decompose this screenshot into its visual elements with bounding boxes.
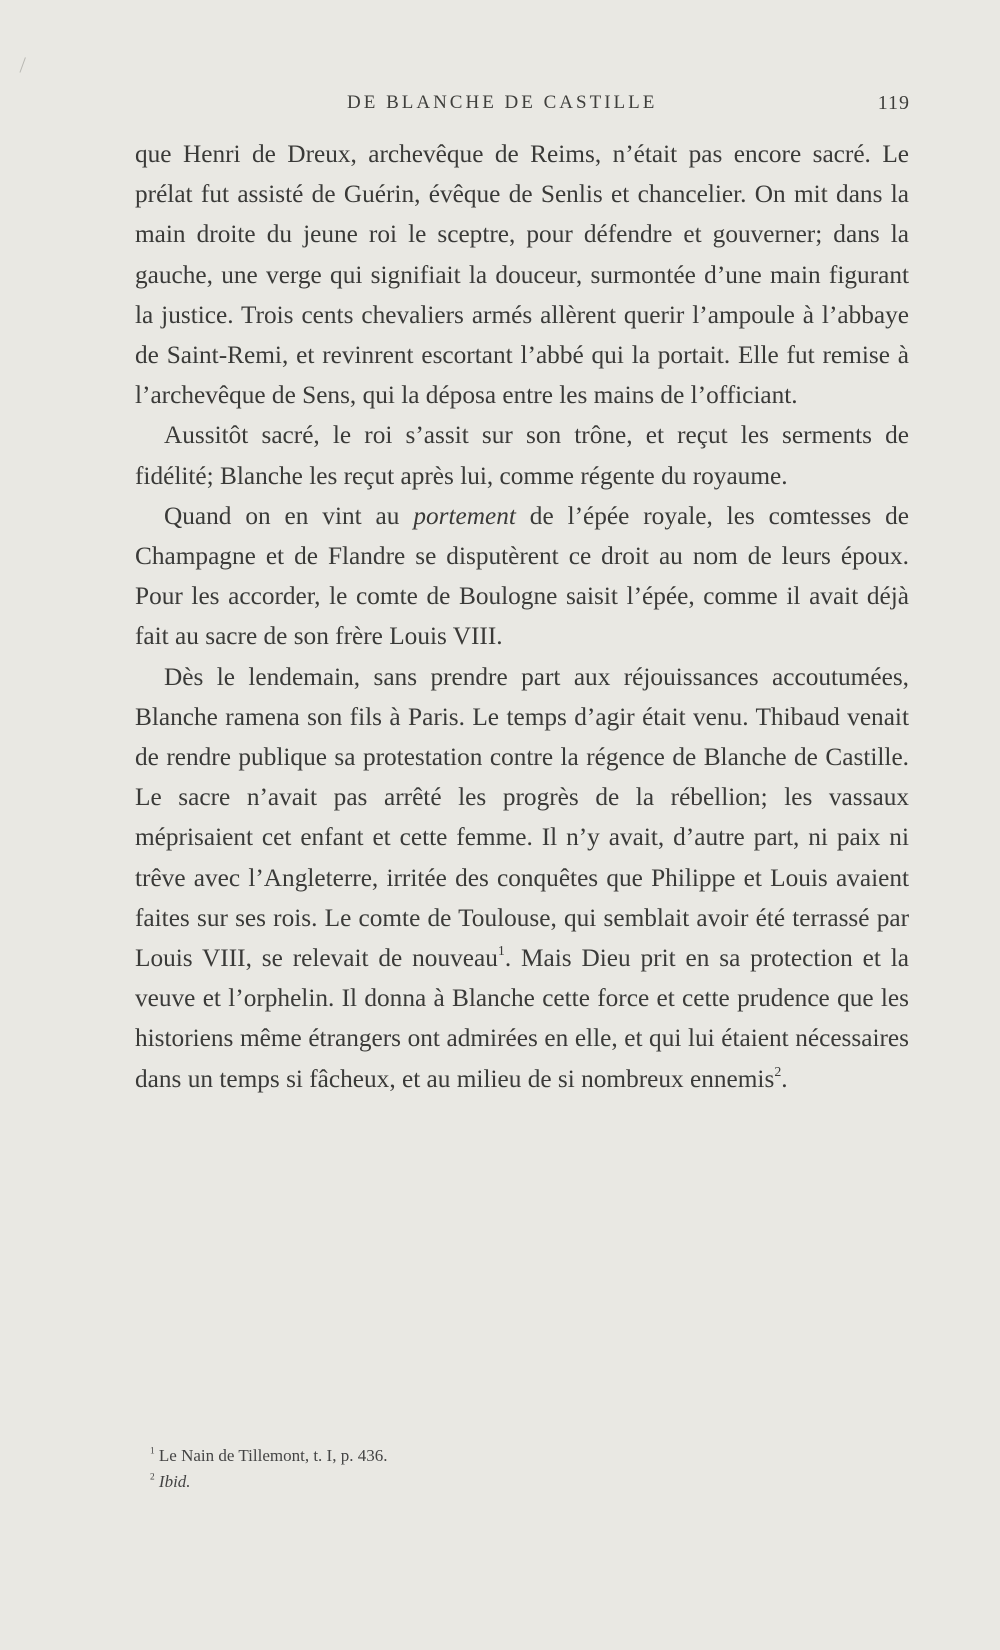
footnote-ref-1[interactable]: 1 xyxy=(497,943,505,959)
footnote-1-text: Le Nain de Tillemont, t. I, p. 436. xyxy=(158,1446,388,1465)
footnote-2 xyxy=(150,1469,750,1495)
italic-term: portement xyxy=(413,501,516,530)
running-head: DE BLANCHE DE CASTILLE xyxy=(347,92,658,113)
paragraph-1: que Henri de Dreux, archevêque de Reims, n’était pas encore sacré. Le prélat fut assisté de Guérin, évêque de Senlis et chancelier. On mit dans la main droite du jeune roi le sceptre, pour défendre et gouverner; dans la gauche, une verge qui signifiait la douceur, surmontée d’une main figurant la justice. Trois cents chevaliers armés allèrent querir l’ampoule à l’abbaye de Saint-Remi, et revinrent escortant l’abbé qui la portait. Elle fut remise à l’archevêque de Sens, qui la déposa entre les mains de l’officiant. xyxy=(135,140,909,410)
footnote-2-marker: 2 xyxy=(150,1472,155,1483)
paragraph-3-start: Quand on en vint au xyxy=(164,501,414,530)
body-text xyxy=(135,134,909,1099)
margin-mark xyxy=(19,57,31,74)
footnote-1 xyxy=(150,1443,750,1469)
paragraph-3 xyxy=(135,496,909,657)
paragraph-3-end: de l’épée royale, les comtesses de Champagne et de Flandre se disputèrent ce droit au nom de leurs époux. Pour les accorder, le comte de Boulogne saisit l’épée, comme il avait déjà fait au sacre de son frère Louis VIII. xyxy=(135,501,910,651)
paragraph-4 xyxy=(135,657,909,1099)
page-number: 119 xyxy=(877,92,910,114)
page-header xyxy=(135,92,910,118)
footnote-ref-2[interactable]: 2 xyxy=(774,1064,782,1080)
paragraph-2: Aussitôt sacré, le roi s’assit sur son trône, et reçut les serments de fidélité; Blanche les reçut après lui, comme régente du royaume. xyxy=(135,421,909,490)
footnote-2-text: Ibid. xyxy=(158,1472,191,1491)
footnote-1-marker: 1 xyxy=(150,1446,155,1457)
paragraph-4-start: Dès le lendemain, sans prendre part aux réjouissances accoutumées, Blanche ramena son fils à Paris. Le temps d’agir était venu. Thibaud venait de rendre publique sa protestation contre la régence de Blanche de Castille. Le sacre n’avait pas arrêté les progrès de la rébellion; les vassaux méprisaient cet enfant et cette femme. Il n’y avait, d’autre part, ni paix ni trêve avec l’Angleterre, irritée des conquêtes que Philippe et Louis avaient faites sur ses rois. Le comte de Toulouse, qui semblait avoir été terrassé par Louis VIII, se relevait de nouveau xyxy=(135,662,909,973)
paragraph-4-end: . xyxy=(781,1064,788,1093)
paragraph-4-middle: . Mais Dieu prit en sa protection et la veuve et l’orphelin. Il donna à Blanche cette force et cette prudence que les historiens même étrangers ont admirées en elle, et qui lui étaient nécessaires dans un temps si fâcheux, et au milieu de si nombreux ennemis xyxy=(135,944,909,1093)
footnotes xyxy=(150,1443,750,1495)
